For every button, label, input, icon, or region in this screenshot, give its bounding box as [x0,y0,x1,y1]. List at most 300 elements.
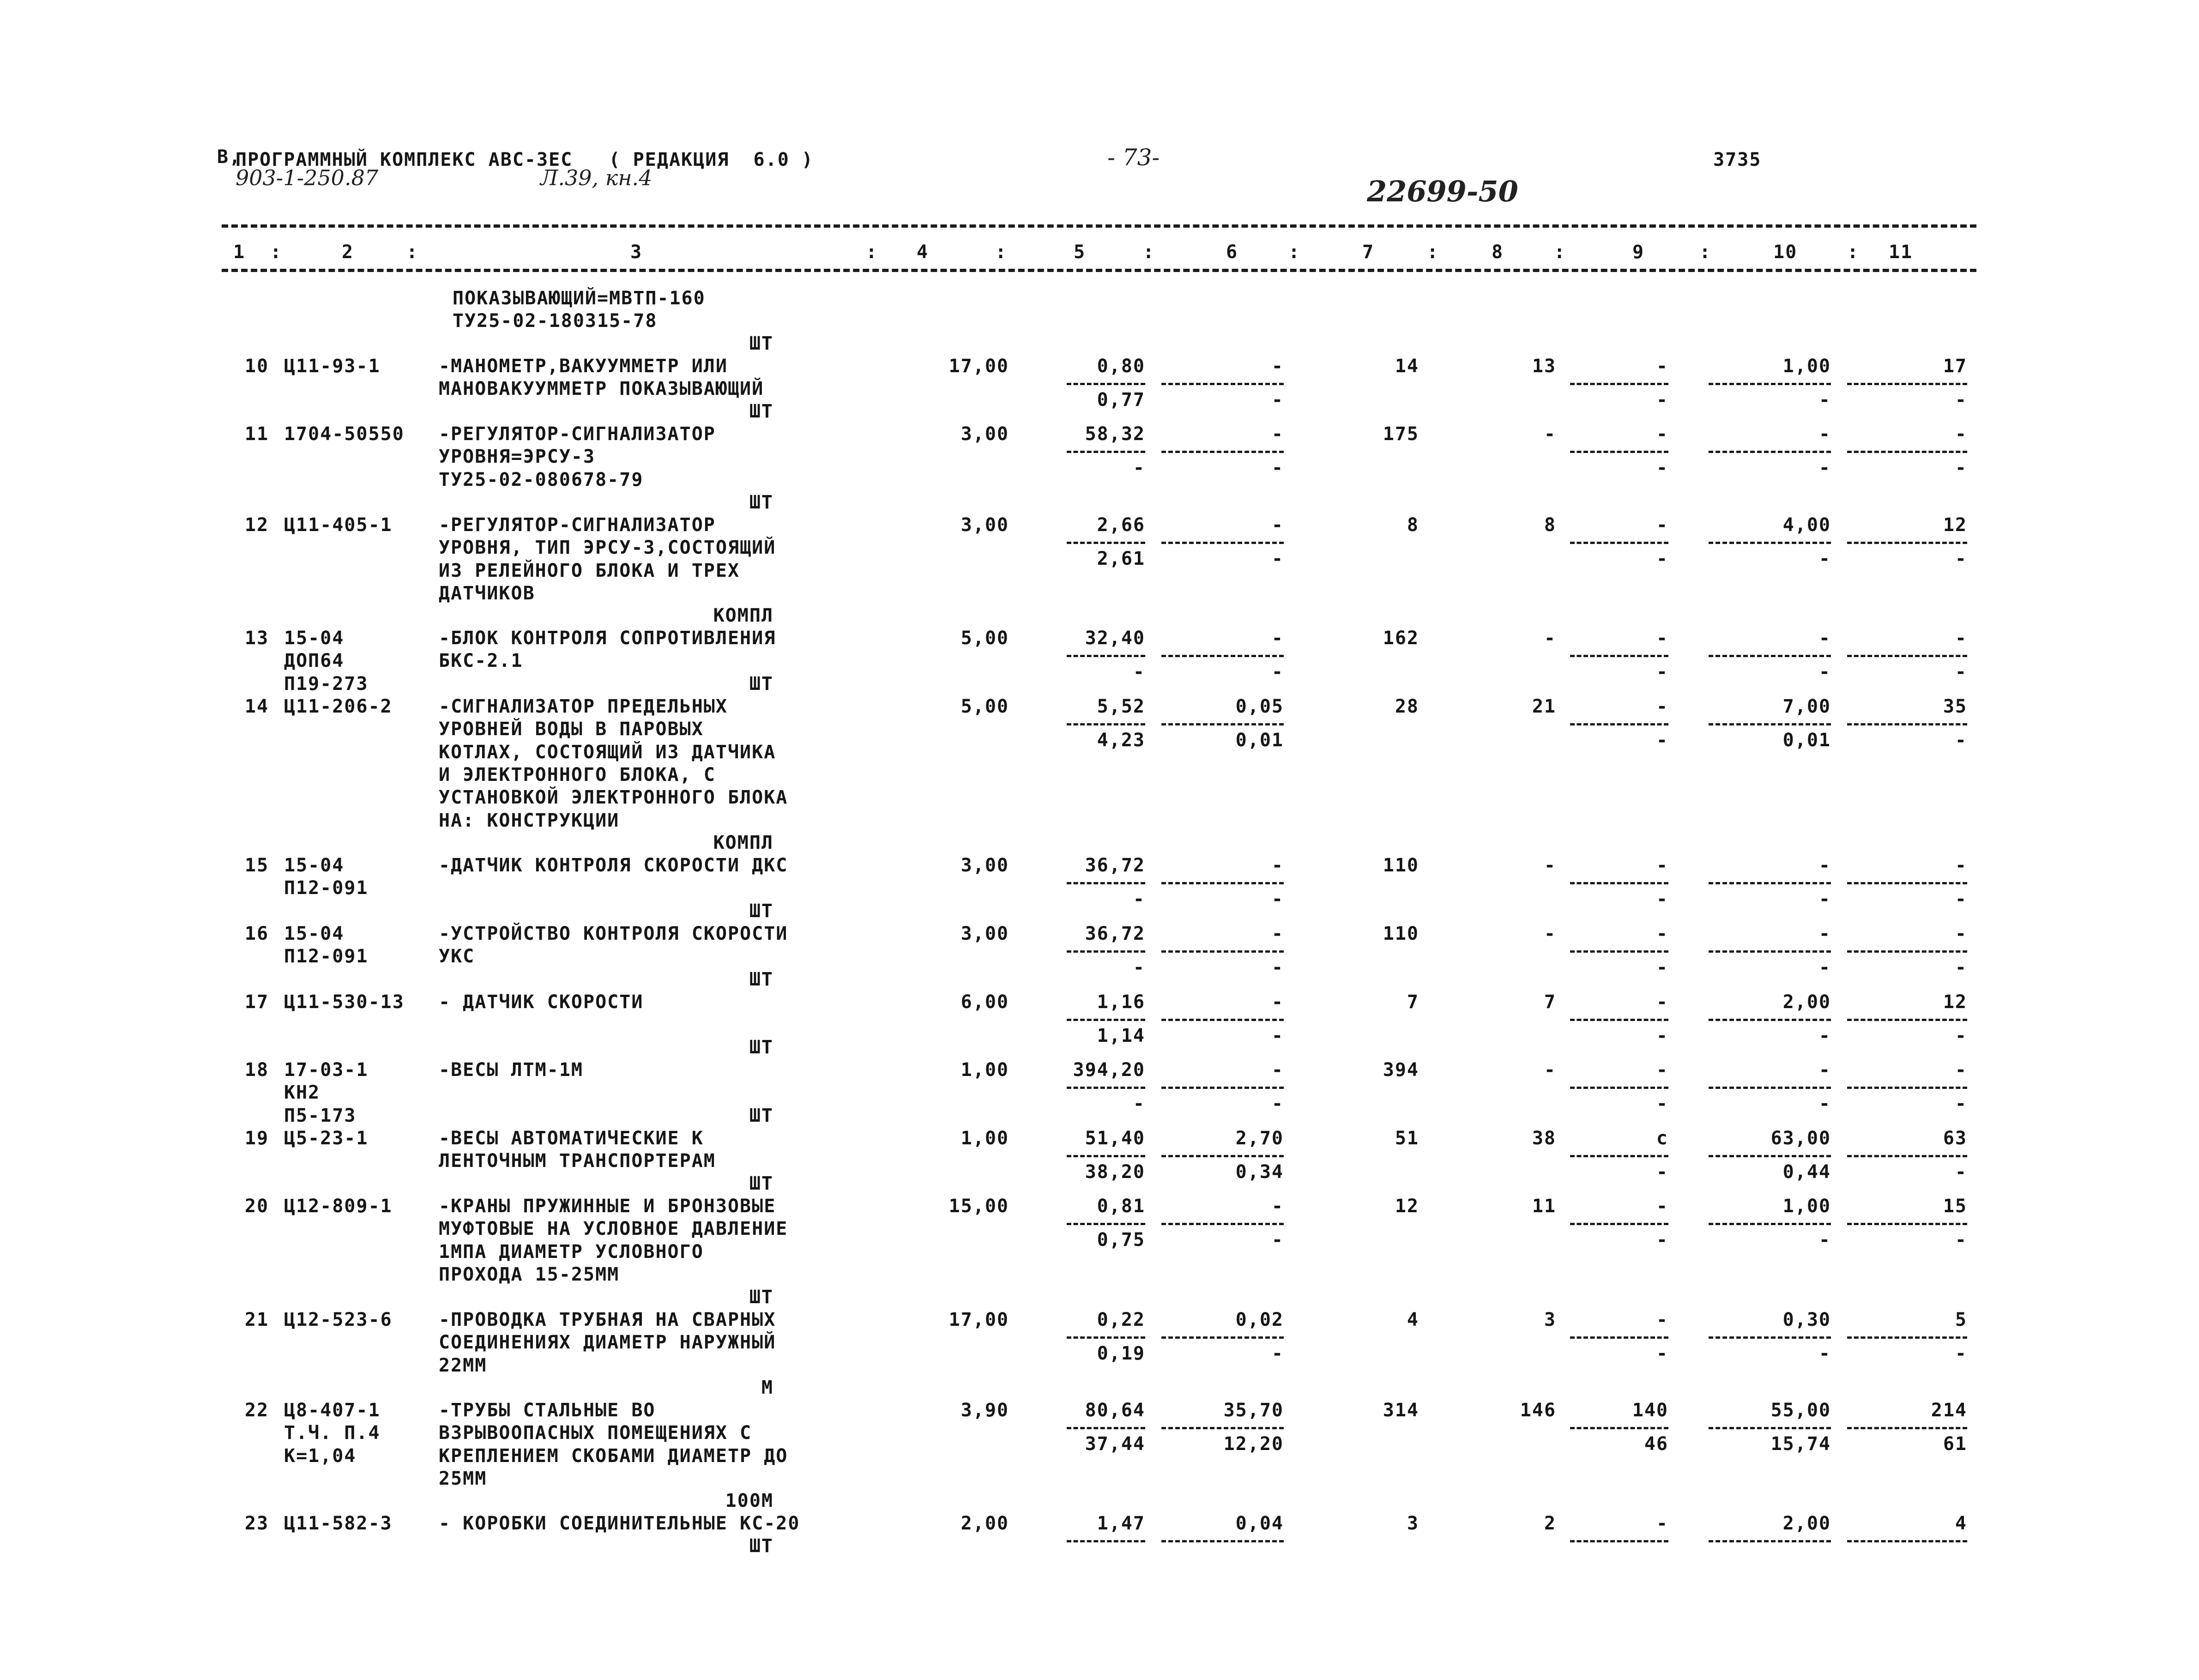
value-c7: 8 [1407,514,1419,536]
value-separator [1847,723,1967,725]
row-description: -УСТРОЙСТВО КОНТРОЛЯ СКОРОСТИ [439,923,788,944]
value-c9-secondary: - [1656,548,1668,569]
value-c11: 35 [1943,696,1967,717]
value-c10: 7,00 [1782,696,1831,717]
value-c9: - [1656,514,1668,536]
value-separator [1847,882,1967,884]
resource-code: Ц12-809-1 [284,1196,393,1217]
resource-code: 17-03-1 [284,1059,369,1081]
value-c10-secondary: 0,01 [1782,729,1831,751]
value-c5: 58,32 [1085,423,1145,445]
value-separator [1067,1540,1145,1542]
value-c5: 0,22 [1097,1309,1145,1330]
value-separator [1847,1427,1967,1429]
value-separator [1067,655,1145,657]
column-separator: : [995,242,1008,263]
value-separator [1570,1336,1668,1339]
value-c5: 394,20 [1073,1059,1145,1081]
value-c11: 63 [1943,1128,1967,1149]
row-description: ИЗ РЕЛЕЙНОГО БЛОКА И ТРЕХ [439,560,740,581]
value-c6: - [1271,423,1284,445]
row-description: ВЗРЫВООПАСНЫХ ПОМЕЩЕНИЯХ С [439,1422,752,1444]
column-separator: : [866,242,878,263]
value-separator [1709,882,1831,884]
sheet-number: 3735 [1713,149,1762,170]
value-c8: 7 [1544,991,1556,1013]
value-separator [1067,1336,1145,1339]
value-c10: - [1818,923,1831,944]
resource-code: Т.Ч. П.4 [284,1422,381,1444]
row-description: УРОВНЯ=ЭРСУ-3 [439,446,596,468]
row-description: -РЕГУЛЯТОР-СИГНАЛИЗАТОР [439,423,716,445]
value-c11-secondary: - [1955,956,1967,978]
program-prefix: В, [217,146,242,168]
value-c10: 4,00 [1782,514,1831,536]
value-separator [1709,1336,1831,1339]
value-c10: 0,30 [1782,1309,1831,1330]
column-separator: : [270,242,283,263]
value-separator [1161,1336,1284,1339]
value-c7: 314 [1383,1400,1419,1421]
value-c9: - [1656,923,1668,944]
value-c6-secondary: - [1271,956,1284,978]
value-c9: - [1656,1513,1668,1534]
value-c10-secondary: - [1818,1025,1831,1046]
value-c6-secondary: - [1271,1342,1284,1364]
value-separator [1847,1540,1967,1542]
value-separator [1067,723,1145,725]
value-separator [1847,1087,1967,1089]
value-c9: - [1656,1196,1668,1217]
value-c11: 5 [1955,1309,1967,1330]
row-description: УРОВНЕЙ ВОДЫ В ПАРОВЫХ [439,719,704,740]
value-separator [1570,542,1668,544]
value-c6: 2,70 [1235,1128,1284,1149]
value-separator [1847,950,1967,953]
value-separator [1570,723,1668,725]
value-c9: - [1656,628,1668,649]
value-c7: 175 [1383,423,1419,445]
value-c11: 214 [1931,1400,1967,1421]
row-number: 20 [245,1196,269,1217]
value-c5-secondary: 0,77 [1097,389,1145,411]
value-c6-secondary: - [1271,1229,1284,1251]
column-separator: : [1554,242,1566,263]
value-c10-secondary: - [1818,1093,1831,1114]
column-header: 1 [233,242,246,263]
row-number: 23 [245,1513,269,1534]
value-c10: 2,00 [1782,991,1831,1013]
column-header: 7 [1362,242,1375,263]
row-description: -БЛОК КОНТРОЛЯ СОПРОТИВЛЕНИЯ [439,628,776,649]
value-c6-secondary: 0,34 [1235,1161,1284,1183]
value-c9-secondary: - [1656,661,1668,683]
unit-label: КОМПЛ [713,604,773,626]
value-separator [1067,1087,1145,1089]
value-separator [1067,882,1145,884]
resource-code: 15-04 [284,855,344,876]
value-c11-secondary: - [1955,1161,1967,1183]
value-c10: - [1818,423,1831,445]
value-c9: - [1656,855,1668,876]
value-separator [1709,950,1831,953]
value-separator [1709,1223,1831,1225]
value-c6: - [1271,1059,1284,1081]
value-c6: - [1271,923,1284,944]
value-separator [1067,1019,1145,1021]
value-c11: - [1955,923,1967,944]
row-description: БКС-2.1 [439,650,523,672]
value-c10-secondary: - [1818,548,1831,569]
resource-code: П19-273 [284,673,369,695]
unit-label: ШТ [749,900,773,922]
program-title: ПРОГРАММНЫЙ КОМПЛЕКС АВС-ЗЕС ( РЕДАКЦИЯ 6.0 ) [236,149,814,170]
value-c9-secondary: - [1656,729,1668,751]
value-c6: - [1271,514,1284,536]
value-separator [1847,542,1967,544]
value-separator [1570,1087,1668,1089]
value-c8: - [1544,423,1556,445]
unit-label: ШТ [749,400,773,422]
value-c7: 162 [1383,628,1419,649]
value-c5-secondary: - [1133,457,1145,478]
value-c7: 12 [1395,1196,1419,1217]
row-description: УКС [439,946,475,967]
value-separator [1161,1223,1284,1225]
unit-label: ШТ [749,1172,773,1194]
value-c10-secondary: - [1818,661,1831,683]
column-header: 3 [630,242,643,263]
value-c5: 36,72 [1085,855,1145,876]
row-description: 25ММ [439,1468,487,1489]
value-separator [1161,655,1284,657]
value-separator [1161,723,1284,725]
row-description: НА: КОНСТРУКЦИИ [439,810,620,831]
value-c9: с [1656,1128,1668,1149]
value-c5: 5,52 [1097,696,1145,717]
value-c11: - [1955,628,1967,649]
value-separator [1161,950,1284,953]
value-separator [1067,950,1145,953]
value-c11: 17 [1943,356,1967,377]
value-c8: 2 [1544,1513,1556,1534]
row-description: - КОРОБКИ СОЕДИНИТЕЛЬНЫЕ КС-20 [439,1513,800,1534]
value-c10-secondary: - [1818,956,1831,978]
value-c6-secondary: - [1271,1093,1284,1114]
value-c9: - [1656,1309,1668,1330]
value-separator [1709,1087,1831,1089]
value-separator [1709,1540,1831,1542]
header-rule-top [222,224,1976,228]
value-c8: 11 [1532,1196,1556,1217]
value-c9-secondary: - [1656,1229,1668,1251]
value-separator [1847,383,1967,385]
value-c4: 6,00 [961,991,1009,1013]
row-description: ТУ25-02-080678-79 [439,469,644,490]
unit-label: ШТ [749,968,773,990]
value-c11-secondary: - [1955,888,1967,910]
value-separator [1570,1155,1668,1157]
value-c5-secondary: 4,23 [1097,729,1145,751]
value-c9: - [1656,696,1668,717]
value-c10-secondary: - [1818,1342,1831,1364]
value-c6-secondary: - [1271,457,1284,478]
value-c4: 3,00 [961,923,1009,944]
row-description: КРЕПЛЕНИЕМ СКОБАМИ ДИАМЕТР ДО [439,1445,788,1467]
value-separator [1067,1427,1145,1429]
unit-label: ШТ [749,491,773,513]
row-description: УСТАНОВКОЙ ЭЛЕКТРОННОГО БЛОКА [439,787,788,809]
value-c9-secondary: - [1656,1025,1668,1046]
value-c10: 55,00 [1770,1400,1831,1421]
value-c8: - [1544,923,1556,944]
value-separator [1847,655,1967,657]
unit-label: 100М [725,1490,773,1511]
row-description: -СИГНАЛИЗАТОР ПРЕДЕЛЬНЫХ [439,696,728,717]
value-c10: - [1818,855,1831,876]
value-separator [1161,383,1284,385]
row-description: - ДАТЧИК СКОРОСТИ [439,991,644,1013]
value-c6: - [1271,991,1284,1013]
resource-code: Ц11-206-2 [284,696,393,717]
value-c4: 3,00 [961,514,1009,536]
resource-code: Ц11-93-1 [284,356,381,377]
value-c5: 80,64 [1085,1400,1145,1421]
value-separator [1847,1223,1967,1225]
value-c11-secondary: - [1955,548,1967,569]
value-c5-secondary: - [1133,956,1145,978]
column-header: 10 [1773,242,1798,263]
row-number: 19 [245,1128,269,1149]
value-c6: - [1271,356,1284,377]
value-c11: 15 [1943,1196,1967,1217]
resource-code: К=1,04 [284,1445,356,1467]
value-c11-secondary: - [1955,1093,1967,1114]
value-c11: - [1955,855,1967,876]
unit-label: М [761,1377,773,1398]
row-description: КОТЛАХ, СОСТОЯЩИЙ ИЗ ДАТЧИКА [439,741,776,763]
value-c5: 51,40 [1085,1128,1145,1149]
header-rule-bottom [222,269,1976,272]
row-number: 18 [245,1059,269,1081]
row-description: -ВЕСЫ АВТОМАТИЧЕСКИЕ К [439,1128,704,1149]
row-description: 22ММ [439,1354,487,1376]
value-c11-secondary: - [1955,1025,1967,1046]
value-c6: 0,04 [1235,1513,1284,1534]
row-number: 15 [245,855,269,876]
value-c10-secondary: - [1818,389,1831,411]
value-c6-secondary: - [1271,548,1284,569]
row-description: УРОВНЯ, ТИП ЭРСУ-3,СОСТОЯЩИЙ [439,537,776,559]
value-c7: 7 [1407,991,1419,1013]
value-c4: 15,00 [948,1196,1009,1217]
value-c6-secondary: - [1271,661,1284,683]
row-description: ДАТЧИКОВ [439,582,535,604]
value-c5-secondary: 1,14 [1097,1025,1145,1046]
row-number: 22 [245,1400,269,1421]
resource-code: КН2 [284,1082,320,1104]
column-header: 4 [917,242,929,263]
column-header: 5 [1074,242,1086,263]
value-c10: 1,00 [1782,1196,1831,1217]
value-c9: - [1656,991,1668,1013]
value-c7: 28 [1395,696,1419,717]
value-c7: 110 [1383,855,1419,876]
column-header: 6 [1226,242,1238,263]
row-description: ЛЕНТОЧНЫМ ТРАНСПОРТЕРАМ [439,1150,716,1172]
value-separator [1067,1155,1145,1157]
row-description: -РЕГУЛЯТОР-СИГНАЛИЗАТОР [439,514,716,536]
value-c4: 5,00 [961,696,1009,717]
column-header: 11 [1889,242,1913,263]
value-separator [1067,451,1145,453]
value-c9-secondary: - [1656,1161,1668,1183]
value-c5-secondary: - [1133,661,1145,683]
resource-code: П5-173 [284,1105,356,1126]
value-c5-secondary: 2,61 [1097,548,1145,569]
column-separator: : [1699,242,1712,263]
value-c8: 38 [1532,1128,1556,1149]
value-separator [1709,542,1831,544]
value-c10-secondary: - [1818,888,1831,910]
unit-label: ШТ [749,1036,773,1058]
value-c5: 1,16 [1097,991,1145,1013]
resource-code: П12-091 [284,877,369,899]
resource-code: Ц11-405-1 [284,514,393,536]
value-separator [1570,1223,1668,1225]
value-c10: 1,00 [1782,356,1831,377]
handwritten-sheet: Л.39, кн.4 [540,165,652,190]
value-separator [1161,1155,1284,1157]
value-c8: - [1544,1059,1556,1081]
row-description: -ПРОВОДКА ТРУБНАЯ НА СВАРНЫХ [439,1309,776,1330]
value-c5-secondary: - [1133,1093,1145,1114]
value-c11-secondary: - [1955,1342,1967,1364]
row-number: 21 [245,1309,269,1330]
value-c9: - [1656,356,1668,377]
value-separator [1847,1155,1967,1157]
resource-code: 15-04 [284,923,344,944]
resource-code: Ц5-23-1 [284,1128,369,1149]
value-separator [1161,451,1284,453]
value-separator [1709,723,1831,725]
value-c9-secondary: - [1656,956,1668,978]
value-c11: - [1955,423,1967,445]
value-c8: 3 [1544,1309,1556,1330]
column-separator: : [1143,242,1155,263]
value-c6-secondary: 12,20 [1223,1433,1284,1455]
value-c5-secondary: - [1133,888,1145,910]
value-c4: 17,00 [948,1309,1009,1330]
unit-label: ШТ [749,673,773,695]
value-c6: 35,70 [1223,1400,1284,1421]
row-description: МУФТОВЫЕ НА УСЛОВНОЕ ДАВЛЕНИЕ [439,1218,788,1240]
column-separator: : [1288,242,1301,263]
carryover-line: ТУ25-02-180315-78 [453,310,658,332]
row-number: 10 [245,356,269,377]
value-c11: - [1955,1059,1967,1081]
value-c5: 1,47 [1097,1513,1145,1534]
value-c5: 32,40 [1085,628,1145,649]
value-c5-secondary: 0,75 [1097,1229,1145,1251]
resource-code: 15-04 [284,628,344,649]
value-c8: 146 [1520,1400,1556,1421]
value-c7: 51 [1395,1128,1419,1149]
value-c4: 1,00 [961,1059,1009,1081]
row-description: И ЭЛЕКТРОННОГО БЛОКА, С [439,764,716,786]
value-c11-secondary: - [1955,729,1967,751]
value-c7: 14 [1395,356,1419,377]
value-c4: 3,00 [961,855,1009,876]
value-c5: 36,72 [1085,923,1145,944]
value-c8: 13 [1532,356,1556,377]
value-c6: - [1271,628,1284,649]
column-header: 9 [1632,242,1645,263]
resource-code: Ц11-582-3 [284,1513,393,1534]
value-separator [1570,882,1668,884]
value-c10-secondary: - [1818,457,1831,478]
value-c7: 394 [1383,1059,1419,1081]
value-c10: 63,00 [1770,1128,1831,1149]
column-header: 8 [1492,242,1504,263]
row-number: 12 [245,514,269,536]
value-c5-secondary: 37,44 [1085,1433,1145,1455]
row-number: 13 [245,628,269,649]
value-separator [1161,1019,1284,1021]
row-description: -ДАТЧИК КОНТРОЛЯ СКОРОСТИ ДКС [439,855,788,876]
unit-label: КОМПЛ [713,832,773,853]
value-separator [1709,1155,1831,1157]
value-c6: 0,05 [1235,696,1284,717]
unit-label: ШТ [749,1105,773,1126]
value-separator [1570,1427,1668,1429]
value-c11-secondary: - [1955,661,1967,683]
row-description: -КРАНЫ ПРУЖИННЫЕ И БРОНЗОВЫЕ [439,1196,776,1217]
value-separator [1570,655,1668,657]
column-separator: : [1847,242,1860,263]
value-separator [1067,542,1145,544]
value-separator [1161,1540,1284,1542]
value-separator [1570,950,1668,953]
value-c7: 110 [1383,923,1419,944]
value-c11: 12 [1943,514,1967,536]
document-code: 22699-50 [1367,175,1518,208]
value-c9-secondary: - [1656,888,1668,910]
row-description: -МАНОМЕТР,ВАКУУММЕТР ИЛИ [439,356,728,377]
value-separator [1067,1223,1145,1225]
resource-code: 1704-50550 [284,423,405,445]
value-c10: - [1818,1059,1831,1081]
value-separator [1570,451,1668,453]
value-c7: 3 [1407,1513,1419,1534]
carryover-line: ПОКАЗЫВАЮЩИЙ=МВТП-160 [453,288,706,309]
column-header: 2 [342,242,354,263]
value-c5-secondary: 38,20 [1085,1161,1145,1183]
resource-code: ДОП64 [284,650,344,672]
value-c11-secondary: 61 [1943,1433,1967,1455]
resource-code: Ц12-523-6 [284,1309,393,1330]
value-separator [1709,1427,1831,1429]
value-c4: 2,00 [961,1513,1009,1534]
value-c11-secondary: - [1955,389,1967,411]
value-c9: - [1656,423,1668,445]
value-c9-secondary: 46 [1644,1433,1668,1455]
resource-code: П12-091 [284,946,369,967]
value-separator [1847,451,1967,453]
value-c6: 0,02 [1235,1309,1284,1330]
row-number: 11 [245,423,269,445]
value-separator [1709,383,1831,385]
